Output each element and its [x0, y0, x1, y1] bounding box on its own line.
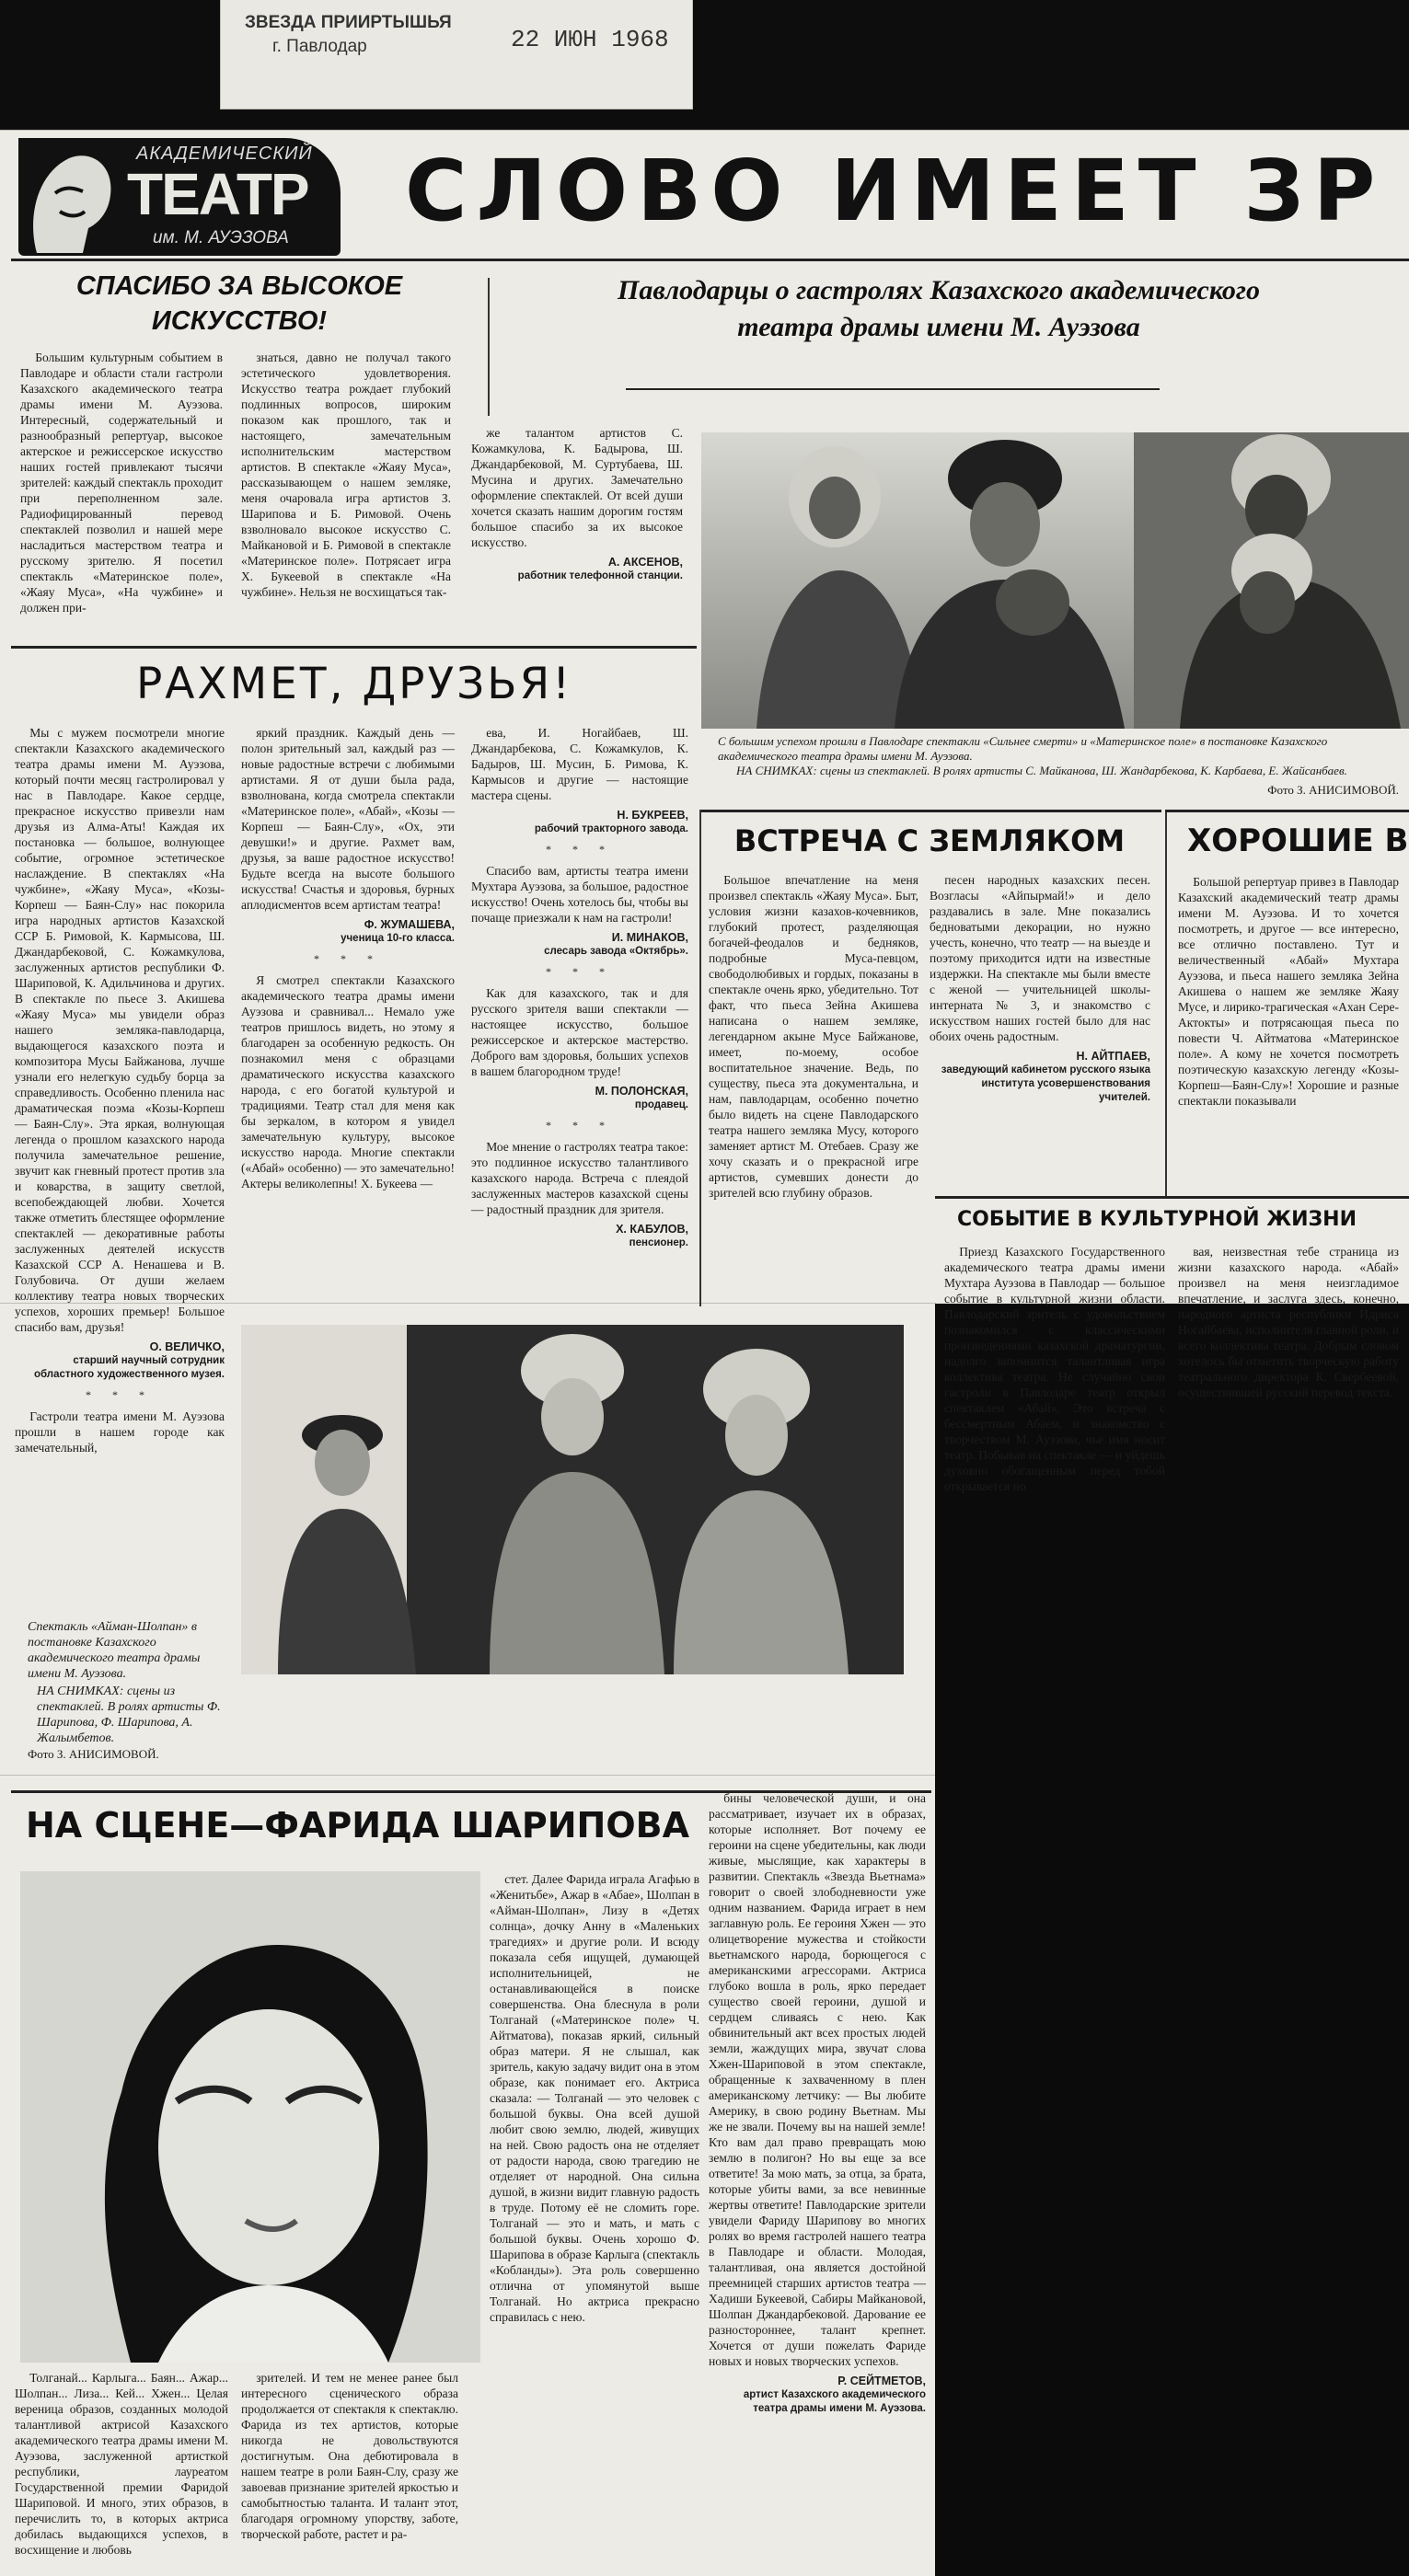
article3-col2: песен народных казахских песен. Возгласы «Айпырмай!» и дело раздавались в зале. Мне показались бедноватыми декорации, но нужно учесть, конечно, что театр — на выезде и поэтому приходится идти на известные издержки. На спектакле мы были вместе с женой — учительницей школы-интерната № 3, и знакомство с искусством наших гостей было для нас обоих очень радостным. Н. АЙТПАЕВ, заведующий кабинетом русского языка института усовершенствования учителей. — [930, 873, 1150, 1103]
stamp-paper-name: ЗВЕЗДА ПРИИРТЫШЬЯ — [245, 13, 452, 32]
logo-top-text: АКАДЕМИЧЕСКИЙ — [136, 144, 313, 164]
photo1-caption: С большим успехом прошли в Павлодаре спектакли «Сильнее смерти» и «Материнское поле» в постановке Казахского академического театра драмы имени М. Ауэзова. — [718, 734, 1328, 763]
right-dark-area — [935, 1304, 1409, 2576]
masthead-title: СЛОВО ИМЕЕТ ЗР — [405, 142, 1385, 240]
article2-signature-3-role: рабочий тракторного завода. — [534, 823, 688, 834]
article2-signature-6: Х. КАБУЛОВ, — [616, 1223, 688, 1236]
article3-left-rule — [699, 810, 701, 1306]
stamp-date: 22 ИЮН 1968 — [511, 26, 669, 53]
theatre-logo — [18, 138, 341, 256]
subhead-divider — [488, 278, 490, 416]
theatre-logo-portrait-icon — [18, 138, 129, 256]
article5-title: СОБЫТИЕ В КУЛЬТУРНОЙ ЖИЗНИ — [957, 1208, 1357, 1231]
photo1-credit: Фото З. АНИСИМОВОЙ. — [1267, 783, 1399, 797]
article3-signature: Н. АЙТПАЕВ, — [1076, 1050, 1150, 1063]
photo2-credit: Фото З. АНИСИМОВОЙ. — [28, 1747, 159, 1761]
article2-signature-2-role: ученица 10-го класса. — [341, 933, 455, 944]
article2-col3: ева, И. Ногайбаев, Ш. Джандарбекова, С. Кожамкулов, К. Бадыров, Ш. Мусин, Б. Римова, К. Кармысов и другие — настоящие мастера сцены. Н. БУКРЕЕВ, рабочий тракторного завода. * * * Спасибо вам, артисты театра имени Мухтара Ауэзова, за большое, радостное искусство! Очень хотелось бы, чтобы вы почаще приезжали к нам на гастроли! И. МИНАКОВ, слесарь завода «Октябрь». * * * Как для казахского, так и для русского зрителя ваши спектакли — настоящее искусство, большое режиссерское и актерское мастерство. Доброго вам здоровья, больших успехов в вашем благородном труде! М. ПОЛОНСКАЯ, продавец. * * * Мое мнение о гастролях театра такое: это подлинное искусство талантливого казахского народа. Встреча с плеядой заслуженных мастеров казахской сцены — радостный праздник для зрителя. Х. КАБУЛОВ, пенсионер. — [471, 726, 688, 1248]
separator-stars: * * * — [546, 843, 614, 856]
article6-title: НА СЦЕНЕ—ФАРИДА ШАРИПОВА — [26, 1805, 690, 1846]
theatre-scene-photo-icon — [701, 432, 1409, 729]
article6-col1: Толганай... Карлыга... Баян... Ажар... Шолпан... Лиза... Кей... Хжен... Целая вереница образов, созданных молодой талантливой актрисой Казахского академического театра драмы имени М. Ауэзова, заслуженной артисткой республики, лауреатом Государственной премии Фаридой Шариповой. И много, этих образов, в перечислить то, в которых актриса добилась выдающихся успехов, в восхищение и любовь — [15, 2371, 228, 2557]
separator-stars: * * * — [546, 965, 614, 978]
article3-top-rule — [701, 810, 1161, 812]
article5-col1: Приезд Казахского Государственного академического театра драмы имени Мухтара Ауэзова в Павлодар — большое событие в культурной жизни области. Павлодарский зритель с удовольствием познакомился с классическими произведениями казахской драматургии, надолго запомнится талантливая игра коллектива театра. Не случайно свои гастроли в Павлодаре театр открыл спектаклем «Абай». Это встреча с бессмертным Абаем, и знакомство с творчеством М. Ауэзова, чье имя носит театр. Побывав на спектакле — и уйдешь духовно обогащенным перед тобой открывается но — [944, 1245, 1165, 1493]
article1-signature: А. АКСЕНОВ, — [607, 556, 683, 569]
separator-stars: * * * — [314, 952, 382, 965]
article6-signature: Р. СЕЙТМЕТОВ, — [837, 2375, 926, 2387]
article4-top-rule — [1165, 810, 1409, 812]
article6-col3: стет. Далее Фарида играла Агафью в «Женитьбе», Ажар в «Абае», Шолпан в «Айман-Шолпан», Лизу в «Детях солнца», дочку Анну в «Маленьких трагедиях» и другие роли. И всюду показала себя ищущей, думающей исполнительницей, не останавливающейся в поиске совершенства. Она блеснула в роли Толганай («Материнское поле» Ч. Айтматова), показав яркий, сильный образ матери. Я не слышал, как зритель, какую задачу видит она в этом образе, как понимает его. Актриса сказала: — Толганай — это человек с большой буквы. Она всей душой любит свою землю, людей, живущих на ней. Свою радость она не отделяет от радости народа, свою трагедию не отделяет от народной. Она сильна душой, в жизни видит главную радость в труде. Потому её не сломить горе. Толганай — это и мать, и мать с большой буквы. Очень хорошо Ф. Шарипова в образе Карлыга (спектакль «Кобланды»). Эта роль совершенно отлична от упомянутой выше Толганай. Но актриса прекрасно справилась с нею. — [490, 1872, 699, 2324]
article3-col1: Большое впечатление на меня произвел спектакль «Жаяу Муса». Быт, условия жизни казахов-кочевников, глубокий протест, разделяющая богачей-феодалов и бедняков, подробные Муса-певцом, свободолюбивых и гордых, показаны в спектакле очень ярко, убедительно. Тот факт, что пьеса Зейна Акишева написана о нашем земляке, легендарном акыне Мусе Байжанове, имеет, по-моему, особое воспитательное значение. Ведь, по существу, пьеса эта документальна, и нам, павлодарцам, особенно почетно было видеть на сцене Павлодарского театра нашего земляка Мусу, которого заменяет артист М. Отебаев. Сразу же хочу сказать и о прекрасной игре артистов, сумевших донести до зрителей всю глубину образов. — [709, 873, 918, 1200]
separator-stars: * * * — [86, 1388, 154, 1401]
article2-signature-1: О. ВЕЛИЧКО, — [149, 1340, 225, 1353]
article2-signature-2: Ф. ЖУМАШЕВА, — [364, 918, 455, 931]
article1-signature-role: работник телефонной станции. — [517, 570, 683, 581]
article3-signature-role: заведующий кабинетом русского языка института усовершенствования учителей. — [941, 1064, 1150, 1103]
subhead-text: Павлодарцы о гастролях Казахского академического театра драмы имени М. Ауэзова — [618, 275, 1260, 342]
article2-title: РАХМЕТ, ДРУЗЬЯ! — [135, 659, 573, 709]
article1-title: СПАСИБО ЗА ВЫСОКОЕ ИСКУССТВО! — [75, 271, 403, 336]
photo2-caption-people: НА СНИМКАХ: сцены из спектаклей. В ролях артисты Ф. Шарипова, Ф. Шарипова, А. Жалымбетов. — [37, 1685, 221, 1745]
article4-title: ХОРОШИЕ В — [1187, 822, 1409, 859]
article2-signature-1-role: старший научный сотрудник областного художественного музея. — [33, 1355, 225, 1380]
article2-signature-4: И. МИНАКОВ, — [611, 931, 688, 944]
logo-main-text: ТЕАТР — [127, 161, 308, 227]
article5-top-rule — [935, 1196, 1409, 1199]
article2-signature-5: М. ПОЛОНСКАЯ, — [595, 1085, 688, 1098]
article6-col4: бины человеческой души, и она рассматривает, изучает их в образах, которые исполняет. Вот почему ее героини на сцене убедительны, как люди живые, мыслящие, как характеры в развитии. Спектакль «Звезда Вьетнама» говорит о своей злободневности уже одним названием. Фарида играет в нем заглавную роль. Ее героиня Хжен — это олицетворение мужества и стойкости вьетнамского народа, борющегося с американскими агрессорами. Актриса глубоко вошла в роль, ярко передает существо своей героини, душой и сердцем сливаясь с нею. Как обвинительный акт всех простых людей земли, жаждущих мира, звучат слова Хжен-Шариповой в этом спектакле, обращенные к захваченному в плен американскому летчику: — Вы любите Америку, в свою родину Вьетнам. Мы же не звали. Почему вы на нашей земле! Кто вам дал право превращать мою землю в полигон? Но вы еще за все ответите! За мою мать, за отца, за брата, которые убиты вами, за все невинные жертвы ответите! Павлодарские зрители увидели Фариду Шарипову во многих ролях во время гастролей нашего театра в Павлодаре и области. Молодая, талантливая, она является достойной преемницей старших артистов театра — Хадиши Букеевой, Сабиры Майкановой, Шолпан Джандарбековой. Дарование ее разностороннее, талант крепнет. Хочется от души пожелать Фариде новых и новых творческих успехов. Р. СЕЙТМЕТОВ, артист Казахского академического театра драмы имени М. Ауэзова. — [709, 1791, 926, 2414]
article2-col2: яркий праздник. Каждый день — полон зрительный зал, каждый раз — новые радостные встречи с любимыми артистами. Я от души была рада, взволнована, когда смотрела спектакли «Материнское поле», «Абай», «Козы — Корпеш — Баян-Слу», «Ох, эти девушки!» и другие. Рахмет вам, друзья, за ваше радостное искусство! Будьте всегда на высоте большого искусства! Счастья и здоровья, бурных аплодисментов всем артистам театра! Ф. ЖУМАШЕВА, ученица 10-го класса. * * * Я смотрел спектакли Казахского академического театра драмы имени Ауэзова и сравнивал... Немало уже театров пришлось видеть, но этому я благодарен за особенную редкость. Он познакомил меня с образцами драматического искусства казахского народа, с его богатой культурой и традициями. Театр стал для меня как бы зеркалом, в котором я увидел замечательную культуру, высокое искусство народа. Многие спектакли («Абай» особенно) — это замечательно! Актеры великолепны! Х. Букеева — — [241, 726, 455, 1190]
article2-signature-4-role: слесарь завода «Октябрь». — [544, 946, 688, 957]
photo1-caption-people: НА СНИМКАХ: сцены из спектаклей. В ролях артисты С. Майканова, Ш. Жандарбекова, К. Карбаева, Е. Жайсанбаев. — [736, 764, 1347, 777]
article6-col2: зрителей. И тем не менее ранее был интересного сценического образа продолжается от спектакля к спектаклю. Фарида из тех артистов, которые никогда не довольствуются достигнутым. Она дебютировала в нашем театре в роли Баян-Слу, сразу же завоевав признание зрителей яркостью и самобытностью таланта. И талант этот, благодаря огромному упорству, заботе, творческой работе, растет и ра- — [241, 2371, 458, 2541]
article2-signature-6-role: пенсионер. — [629, 1237, 688, 1248]
masthead-rule — [11, 259, 1409, 261]
article1-col1: Большим культурным событием в Павлодаре и области стали гастроли Казахского академического театра драмы имени М. Ауэзова. Интересный, содержательный и разнообразный репертуар, высокое актерское и режиссерское искусство наших гостей привлекают тысячи зрителей: каждый спектакль проходит при переполненном зале. Радиофицированный перевод спектаклей позволил и нашей мере насладиться мастерством театра и русскому зрителю. Я посетил спектакль «Материнское поле», «Жаяу Муса», «На чужбине» и должен при- — [20, 351, 223, 615]
separator-stars: * * * — [546, 1119, 614, 1132]
article2-signature-3: Н. БУКРЕЕВ, — [617, 809, 688, 822]
article1-col2: знаться, давно не получал такого эстетического удовлетворения. Искусство театра рождает глубокий подлинных вопросов, широким показом как прошлого, так и настоящего, замечательным исполнительским мастерством артистов. В спектакле «Жаяу Муса», рассказывающем о нашем земляке, меня очаровала игра артистов З. Шарипова и Б. Римовой. Очень взволновало высокое искусство С. Майкановой и Б. Римовой в спектакле «Материнское поле». Потрясает игра Х. Букеевой в спектакле «На чужбине». Нельзя не восхищаться так- — [241, 351, 451, 599]
article2-signature-5-role: продавец. — [634, 1099, 688, 1110]
article1-col3: же талантом артистов С. Кожамкулова, К. Бадырова, Ш. Джандарбековой, М. Суртубаева, Ш. Мусина и других. Замечательно оформление спектаклей. От всей души хочется сказать нашим дорогим гостям большое спасибо за их высокое искусство. А. АКСЕНОВ, работник телефонной станции. — [471, 426, 683, 581]
portrait-photo-icon — [20, 1871, 480, 2363]
photo-scene-material-field — [701, 432, 1409, 729]
article3-title: ВСТРЕЧА С ЗЕМЛЯКОМ — [733, 823, 1126, 858]
logo-bottom-text: им. М. АУЭЗОВА — [153, 228, 289, 247]
article4-left-rule — [1165, 810, 1167, 1196]
article2-col1: Мы с мужем посмотрели многие спектакли Казахского академического театра драмы имени М. Ауэзова, который почти месяц гастролировал у нас в Павлодаре. Какое сердце, прекрасное искусство привезли нам друзья из Алма-Аты! Каждая их постановка — большое, волнующее событие, огромное эстетическое наслаждение. В спектаклях «На чужбине», «Жаяу Муса», «Козы-Корпеш — Баян-Слу» нас покорила игра народных артистов Казахской ССР Б. Римовой, К. Кармысова, Ш. Джандарбековой, С. Кожамкулова, заслуженных артистов республики Ф. Шариповой, К. Адильчинова и других. В спектакле по пьесе З. Акишева «Жаяу Муса» мы увидели образ нашего земляка-павлодарца, выдающегося казахского поэта и композитора Мусы Байжанова, лучше узнали его нелегкую судьбу борца за справедливость. Особенно пленила нас драматическая поэма «Козы-Корпеш — Баян-Слу». Эта яркая, волнующая легенда о прошлом казахского народа получила замечательное решение, звучит как гневный протест против зла и коварства, в защиту светлой, всепобеждающей любви. Хочется также отметить блестящее оформление спектаклей — декоративные работы заслуженных деятелей искусств Казахской ССР А. Ненашева и В. Голубовича. От души желаем коллективу театра новых творческих успехов, хороших премьер! Большое спасибо вам, друзья! О. ВЕЛИЧКО, старший научный сотрудник областного художественного музея. * * * Гастроли театра имени М. Ауэзова прошли в нашем городе как замечательный, — [15, 726, 225, 1455]
photo2-caption: Спектакль «Айман-Шолпан» в постановке Казахского академического театра драмы имени М. Ауэзова. — [28, 1620, 201, 1681]
theatre-scene-photo-2-icon — [241, 1325, 904, 1674]
portrait-farida-sharipova — [20, 1871, 480, 2363]
subhead-underline — [626, 388, 1160, 390]
stamp-city: г. Павлодар — [272, 37, 367, 56]
article2-top-rule — [11, 646, 697, 649]
article4-col1: Большой репертуар привез в Павлодар Казахский академический театр драмы имени М. Ауэзова. И то хочется посмотреть, и другое — все интересно, все отлично поставлено. Тут и величественный «Абай» Мухтара Ауэзова, и пьеса нашего земляка Зейна Акишева о нашем же земляке Жаяу Мусе, и лирико-трагическая «Ахан Сере-Актокты» и потрясающая пьеса по повести Ч. Айтматова «Материнское поле». А кому не хочется посмотреть поэтическую казахскую легенду «Козы-Корпеш—Баян-Слу»! Хорошие и разные спектакли показывали — [1178, 875, 1399, 1108]
article5-col2: вая, неизвестная тебе страница из жизни казахского народа. «Абай» произвел на меня неизгладимое впечатление, и заслуга здесь, конечно, народного артиста республики Идриса Ногайбаева, исполнителя главной роли, и всего коллектива театра. Добрым словом хотелось бы отметить творческую работу театрального директора К. Свербеевой, осуществившей русский перевод текста. — [1178, 1245, 1399, 1399]
article6-signature-role: артист Казахского академического театра драмы имени М. Ауэзова. — [743, 2389, 926, 2414]
photo-scene-aiman-sholpan — [241, 1325, 904, 1674]
